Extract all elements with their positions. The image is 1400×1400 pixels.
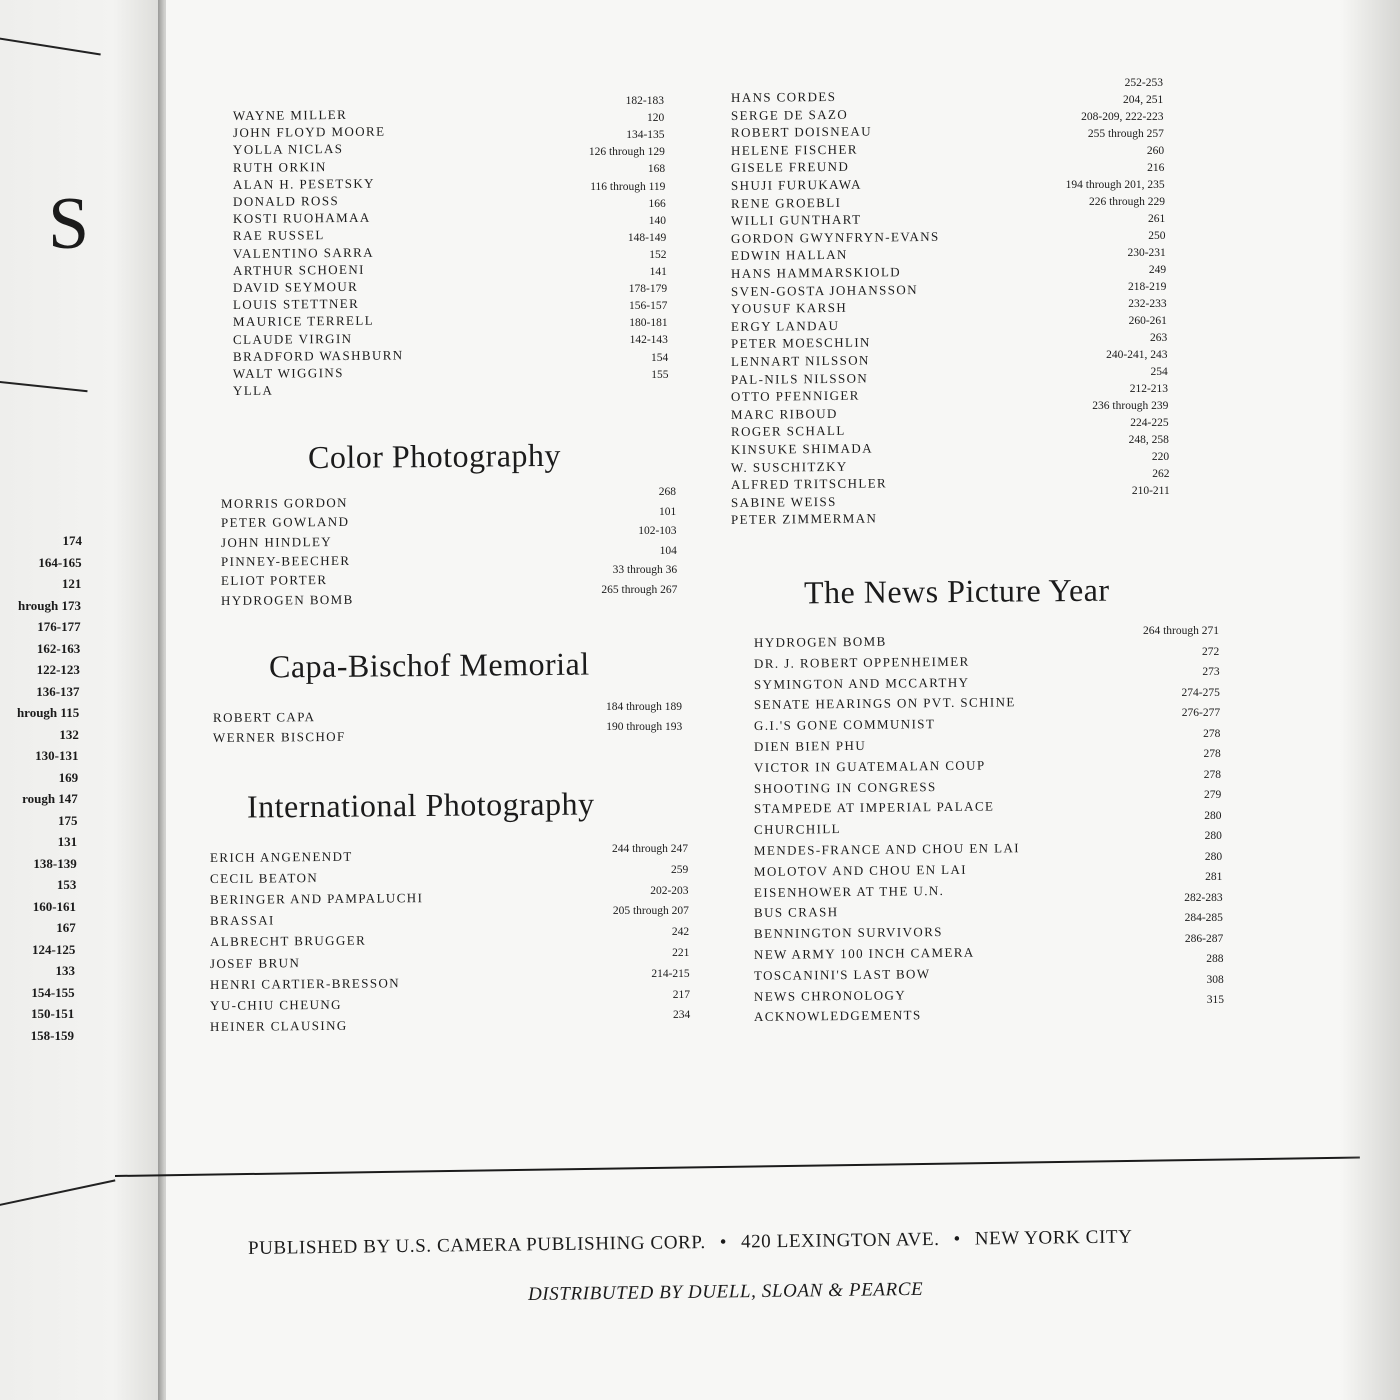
left-page-number: 130-131 [35,748,79,763]
page-reference: 221 [672,947,690,959]
photographer-name: MORRIS GORDON [220,494,348,511]
news-story-title: MENDES-FRANCE AND CHOU EN LAI [753,840,1020,858]
page-reference: 278 [1203,768,1221,781]
page-reference: 249 [1148,264,1167,276]
page-reference: 259 [671,863,689,876]
page-reference: 260 [1146,145,1165,157]
page-reference: 202-203 [650,884,689,897]
page-reference: 262 [1152,468,1170,480]
page-reference: 212-213 [1129,383,1169,395]
photographer-name: JOSEF BRUN [209,954,301,971]
left-page-number: 150-151 [30,1006,75,1021]
page-reference: 280 [1204,850,1223,863]
left-page-number: 175 [57,812,78,828]
page-reference: 148-149 [627,231,667,244]
photographer-name: OTTO PFENNIGER [730,387,860,405]
left-page-number: rough 147 [22,791,78,806]
section-heading-color-photography: Color Photography [307,436,562,476]
photographer-name: ROBERT CAPA [212,709,316,725]
page-reference: 208-209, 222-223 [1081,111,1164,123]
page-reference: 242 [671,926,690,939]
left-page-number: 176-177 [37,619,81,634]
news-story-title: ACKNOWLEDGEMENTS [753,1007,922,1025]
page-reference: 134-135 [626,129,665,142]
photographer-name: YLLA [232,382,274,399]
left-page-number: 136-137 [36,683,80,699]
page-reference: 236 through 239 [1092,400,1169,412]
photographer-name: HENRI CARTIER-BRESSON [209,974,401,992]
page-reference: 274-275 [1181,686,1220,699]
page-reference: 156-157 [629,300,668,313]
page-reference: 218-219 [1128,281,1167,293]
section-heading-capa-bischof: Capa-Bischof Memorial [268,645,590,685]
page-reference: 234 [673,1009,691,1022]
photographer-name: WERNER BISCHOF [212,728,346,745]
photographer-name: SVEN-GOSTA JOHANSSON [730,281,919,299]
photographer-name: ELIOT PORTER [220,572,328,589]
photographer-name: VALENTINO SARRA [232,244,375,261]
photographer-name: YOUSUF KARSH [730,299,848,317]
left-page-number: 167 [56,920,76,935]
page-reference: 166 [648,197,666,210]
page-reference: 230-231 [1127,247,1166,259]
page-reference: 116 through 119 [590,180,666,193]
news-story-title: G.I.'S GONE COMMUNIST [753,716,936,734]
news-story-title: TOSCANINI'S LAST BOW [753,965,931,983]
photographer-name: YU-CHIU CHEUNG [209,996,342,1013]
photographer-name: HELENE FISCHER [730,141,858,158]
page-reference: 168 [647,163,666,176]
section-heading-news-picture-year: The News Picture Year [803,571,1110,611]
photographer-name: SERGE DE SAZO [730,106,849,123]
photographer-name: MAURICE TERRELL [232,313,375,330]
page-reference: 216 [1147,162,1165,174]
page-reference: 204, 251 [1123,94,1164,106]
page-reference: 155 [651,368,669,381]
photographer-name: BERINGER AND PAMPALUCHI [209,890,424,908]
page-reference: 281 [1205,871,1223,883]
publisher-name: PUBLISHED BY U.S. CAMERA PUBLISHING CORP. [247,1232,706,1259]
page-reference: 263 [1149,332,1168,344]
page-reference: 152 [649,248,667,261]
page-reference: 248, 258 [1128,434,1169,446]
page-reference: 126 through 129 [588,146,665,159]
page-reference: 273 [1202,666,1220,678]
page-reference: 180-181 [629,317,668,330]
left-page-number: hrough 115 [16,705,80,720]
page-reference: 140 [648,214,666,227]
photographer-name: WILLI GUNTHART [730,211,862,229]
photographer-name: KOSTI RUOHAMAA [232,209,371,227]
page-reference: 282-283 [1184,891,1223,904]
left-page-number: 153 [56,877,77,892]
page-reference: 280 [1204,809,1222,822]
news-story-title: VICTOR IN GUATEMALAN COUP [753,757,986,775]
news-story-title: EISENHOWER AT THE U.N. [753,882,945,900]
news-story-title: BENNINGTON SURVIVORS [753,924,943,942]
news-story-title: HYDROGEN BOMB [753,633,887,650]
left-page-number: 160-161 [32,898,77,914]
left-page-number: hrough 173 [17,597,81,613]
left-page-number: 154-155 [31,984,75,1000]
left-page-number: 124-125 [32,941,76,957]
photographer-name: LOUIS STETTNER [232,296,360,313]
photographer-name: JOHN FLOYD MOORE [232,123,386,141]
page-reference: 154 [650,351,669,364]
page-reference: 276-277 [1181,707,1221,719]
photographer-name: BRASSAI [209,912,275,929]
news-story-title: DIEN BIEN PHU [753,737,867,754]
page-reference: 141 [649,266,667,278]
page-reference: 260-261 [1128,315,1167,327]
photographer-name: HYDROGEN BOMB [220,591,354,608]
news-story-title: CHURCHILL [753,821,842,838]
left-page [0,0,162,1400]
photographer-name: LENNART NILSSON [730,352,870,369]
page-reference: 190 through 193 [606,721,683,733]
photographer-name: HANS HAMMARSKIOLD [730,264,902,281]
separator-dot: • [953,1228,961,1250]
page-reference: 286-287 [1184,932,1224,945]
left-page-rule [0,36,101,55]
news-story-title: DR. J. ROBERT OPPENHEIMER [753,653,970,671]
news-story-title: MOLOTOV AND CHOU EN LAI [753,861,968,879]
page-reference: 255 through 257 [1087,128,1164,140]
news-story-title: SHOOTING IN CONGRESS [753,778,937,796]
photographer-name: W. SUSCHITZKY [730,458,848,475]
photographer-name: WAYNE MILLER [232,106,348,123]
page-reference: 101 [659,505,677,518]
left-page-number: 164-165 [38,554,82,570]
page-reference: 224-225 [1130,417,1169,429]
photographer-name: GORDON GWYNFRYN-EVANS [730,228,940,246]
page-reference: 265 through 267 [601,583,678,596]
photographer-name: SHUJI FURUKAWA [730,176,862,193]
left-page-number: 133 [55,963,75,978]
page-reference: 178-179 [628,283,668,296]
photographer-name: GISELE FREUND [730,159,850,176]
page-reference: 264 through 271 [1142,625,1219,637]
photographer-name: RUTH ORKIN [232,158,327,175]
page-reference: 102-103 [638,525,677,537]
news-story-title: SYMINGTON AND MCCARTHY [753,674,970,692]
photographer-name: EDWIN HALLAN [730,247,848,264]
photographer-name: SABINE WEISS [730,493,837,510]
page-reference: 184 through 189 [605,701,682,713]
page-reference: 272 [1202,645,1220,658]
photographer-name: CLAUDE VIRGIN [232,330,353,347]
left-page-number: 122-123 [36,662,80,677]
news-story-title: NEW ARMY 100 INCH CAMERA [753,944,975,962]
page-shadow [1340,0,1400,1400]
photographer-name: MARC RIBOUD [730,405,838,422]
page-reference: 194 through 201, 235 [1065,179,1165,191]
photographer-name: PAL-NILS NILSSON [730,370,869,387]
page-reference: 217 [672,988,690,1001]
section-heading-international: International Photography [246,785,595,825]
photographer-name: BRADFORD WASHBURN [232,347,404,364]
left-page-rule [0,380,88,392]
page-reference: 250 [1148,230,1166,242]
page-reference: 244 through 247 [611,843,688,855]
photographer-name: WALT WIGGINS [232,364,344,381]
photographer-name: JOHN HINDLEY [220,533,333,550]
page-reference: 278 [1203,727,1221,740]
photographer-name: RAE RUSSEL [232,227,325,244]
separator-dot: • [719,1231,728,1253]
left-page-number: 174 [62,533,82,548]
left-page-number: 138-139 [33,855,77,871]
page-reference: 226 through 229 [1088,196,1165,208]
left-page-rule [0,1179,115,1208]
page-reference: 210-211 [1131,485,1170,497]
page-reference: 232-233 [1128,298,1167,310]
news-story-title: NEWS CHRONOLOGY [753,987,907,1004]
photographer-name: PETER ZIMMERMAN [730,510,878,528]
photographer-name: ROBERT DOISNEAU [730,123,873,141]
page-reference: 279 [1204,789,1222,801]
left-page-number: 131 [57,834,78,849]
left-page-number: 169 [58,769,79,785]
photographer-name: DONALD ROSS [232,193,340,209]
photographer-name: ERGY LANDAU [730,317,840,334]
photographer-name: PETER GOWLAND [220,514,350,531]
page-reference: 214-215 [651,967,690,980]
page-reference: 240-241, 243 [1106,349,1168,361]
page-reference: 308 [1206,973,1224,986]
page-reference: 288 [1206,953,1224,965]
news-story-title: SENATE HEARINGS ON PVT. SCHINE [753,694,1016,713]
page-reference: 284-285 [1184,912,1223,924]
photographer-name: PETER MOESCHLIN [730,334,871,352]
left-page-number: 162-163 [36,640,81,656]
photographer-name: ARTHUR SCHOENI [232,261,365,278]
photographer-name: ALFRED TRITSCHLER [730,475,888,493]
photographer-name: PINNEY-BEECHER [220,552,351,569]
page-reference: 254 [1150,366,1168,378]
news-story-title: STAMPEDE AT IMPERIAL PALACE [753,798,995,817]
page-reference: 278 [1203,748,1221,760]
page-reference: 33 through 36 [612,564,678,576]
news-story-title: BUS CRASH [753,904,839,921]
page-reference: 268 [658,486,676,498]
photographer-name: CECIL BEATON [209,870,319,887]
page-reference: 120 [647,112,665,125]
left-page-number: 158-159 [30,1027,74,1043]
photographer-name: YOLLA NICLAS [232,141,344,158]
photographer-name: HEINER CLAUSING [209,1017,348,1034]
photographer-name: KINSUKE SHIMADA [730,440,874,457]
page-reference: 261 [1148,213,1166,225]
page-reference: 220 [1151,451,1170,463]
page-reference: 104 [659,544,677,557]
publisher-city: NEW YORK CITY [974,1226,1133,1250]
photographer-name: RENE GROEBLI [730,194,842,211]
photographer-name: HANS CORDES [730,88,837,105]
page-reference: 315 [1206,994,1225,1006]
left-page-number: 132 [59,726,79,742]
photographer-name: ERICH ANGENENDT [209,848,353,865]
page-reference: 280 [1204,830,1222,842]
photographer-name: ALBRECHT BRUGGER [209,933,367,950]
publisher-address: 420 LEXINGTON AVE. [740,1228,940,1253]
photographer-name: DAVID SEYMOUR [232,278,359,295]
page-reference: 142-143 [629,334,668,347]
left-page-number: 121 [61,576,82,591]
page-reference: 252-253 [1124,77,1163,89]
distributor-line: DISTRIBUTED BY DUELL, SLOAN & PEARCE [527,1278,924,1305]
photographer-name: ROGER SCHALL [730,423,846,440]
page-reference: 205 through 207 [612,905,689,918]
photographer-name: ALAN H. PESETSKY [232,175,375,192]
left-page-letter: S [48,183,90,265]
page-reference: 182-183 [625,95,664,107]
